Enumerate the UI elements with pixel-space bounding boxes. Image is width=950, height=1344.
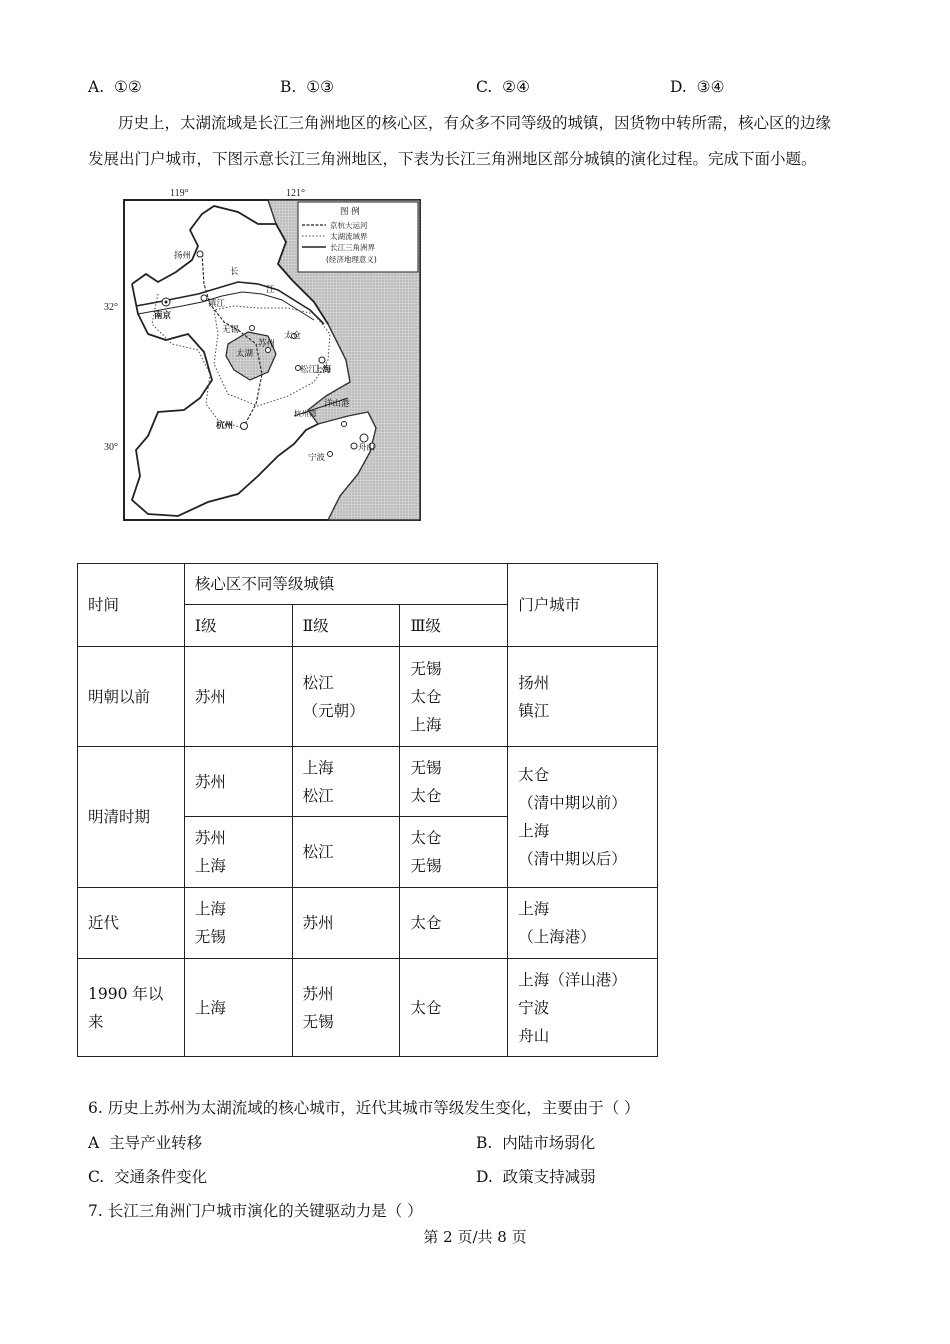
- cell-gateway: 太仓 （清中期以前） 上海 （清中期以后）: [508, 747, 658, 888]
- zhenjiang-marker: [201, 295, 207, 301]
- cell-level-3: 无锡 太仓: [400, 747, 508, 817]
- option-a: A. ①②: [88, 78, 142, 96]
- cell-level-1: 上海: [184, 959, 292, 1057]
- zhoushan-label: 舟山: [358, 443, 376, 453]
- cell-level-2: 松江: [292, 817, 400, 888]
- cell-level-3: 太仓 无锡: [400, 817, 508, 888]
- header-level-3: Ⅲ级: [400, 605, 508, 647]
- changjiang-label-1: 长: [230, 267, 239, 277]
- yangtze-delta-map: [104, 184, 422, 524]
- table-row: [78, 888, 658, 959]
- ningbo-marker: [328, 452, 333, 457]
- table-row: [78, 647, 658, 747]
- header-level-1: Ⅰ级: [184, 605, 292, 647]
- hangzhouwan-label: 杭州湾: [294, 409, 317, 418]
- q6-option-d[interactable]: D. 政策支持减弱: [476, 1168, 596, 1186]
- header-time: 时间: [78, 564, 185, 647]
- yangshan-label: 洋山港: [324, 399, 350, 409]
- wuxi-label: 无锡: [222, 325, 240, 335]
- shanghai-label: 上海: [314, 365, 332, 375]
- cell-gateway: 扬州 镇江: [508, 647, 658, 747]
- table-row: [78, 959, 658, 1057]
- header-core: 核心区不同等级城镇: [184, 564, 507, 605]
- taicang-label: 太仓: [284, 331, 302, 341]
- q6-option-b[interactable]: B. 内陆市场弱化: [476, 1134, 596, 1152]
- cell-level-2: 上海 松江: [292, 747, 400, 817]
- question-6-stem: 6. 历史上苏州为太湖流域的核心城市，近代其城市等级发生变化，主要由于（ ）: [88, 1099, 640, 1117]
- cell-level-1: 上海 无锡: [184, 888, 292, 959]
- legend-canal-label: 京杭大运河: [330, 221, 368, 230]
- cell-time: 明清时期: [78, 747, 185, 888]
- cell-level-3: 太仓: [400, 959, 508, 1057]
- cell-gateway: 上海（洋山港） 宁波 舟山: [508, 959, 658, 1057]
- lat-30-label: 30°: [104, 442, 118, 453]
- intro-line-1: 历史上，太湖流域是长江三角洲地区的核心区，有众多不同等级的城镇，因货物中转所需，核心区的边缘: [118, 114, 832, 132]
- island: [342, 422, 347, 427]
- option-d: D. ③④: [670, 78, 725, 96]
- q6-option-a[interactable]: A 主导产业转移: [88, 1134, 203, 1152]
- cell-time: 明朝以前: [78, 647, 185, 747]
- cell-time: 1990 年以来: [78, 959, 185, 1057]
- suzhou-label: 苏州: [258, 339, 276, 349]
- header-gateway: 门户城市: [508, 564, 658, 647]
- legend-title: 图 例: [340, 207, 360, 217]
- cell-level-3: 无锡 太仓 上海: [400, 647, 508, 747]
- yangzhou-marker: [197, 251, 203, 257]
- songjiang-label: 松江: [300, 365, 318, 375]
- legend-delta-label: 长江三角洲界: [330, 243, 375, 252]
- header-level-2: Ⅱ级: [292, 605, 400, 647]
- wuxi-marker: [250, 326, 255, 331]
- cell-level-1: 苏州: [184, 747, 292, 817]
- legend-delta-note: (经济地理意义): [326, 255, 377, 264]
- cell-time: 近代: [78, 888, 185, 959]
- island: [360, 434, 368, 442]
- lon-119-label: 119°: [170, 188, 189, 199]
- page-footer: 第 2 页/共 8 页: [423, 1228, 527, 1246]
- zhenjiang-label: 镇江: [208, 299, 226, 309]
- cell-level-3: 太仓: [400, 888, 508, 959]
- lon-121-label: 121°: [286, 188, 305, 199]
- hangzhou-label: 杭州: [216, 421, 234, 431]
- yangzhou-label: 扬州: [174, 251, 192, 261]
- q6-option-c[interactable]: C. 交通条件变化: [88, 1168, 208, 1186]
- changjiang-label-2: 江: [266, 285, 275, 295]
- city-evolution-table: [77, 563, 658, 1057]
- cell-level-1: 苏州: [184, 647, 292, 747]
- nanjing-label: 南京: [154, 311, 172, 321]
- taihu-label: 太湖: [236, 349, 254, 359]
- table-row: [78, 747, 658, 817]
- cell-level-2: 苏州 无锡: [292, 959, 400, 1057]
- legend-basin-label: 太湖流域界: [330, 232, 368, 241]
- option-c: C. ②④: [476, 78, 530, 96]
- lat-32-label: 32°: [104, 302, 118, 313]
- ningbo-label: 宁波: [308, 453, 326, 463]
- question-7-stem: 7. 长江三角洲门户城市演化的关键驱动力是（ ）: [88, 1202, 423, 1220]
- cell-level-1: 苏州 上海: [184, 817, 292, 888]
- cell-gateway: 上海 （上海港）: [508, 888, 658, 959]
- cell-level-2: 松江 （元朝）: [292, 647, 400, 747]
- cell-level-2: 苏州: [292, 888, 400, 959]
- intro-line-2: 发展出门户城市，下图示意长江三角洲地区，下表为长江三角洲地区部分城镇的演化过程。完成下面小题。: [88, 150, 817, 168]
- option-b: B. ①③: [280, 78, 334, 96]
- island: [351, 443, 357, 449]
- hangzhou-marker: [241, 423, 248, 430]
- shanghai-marker: [319, 357, 325, 363]
